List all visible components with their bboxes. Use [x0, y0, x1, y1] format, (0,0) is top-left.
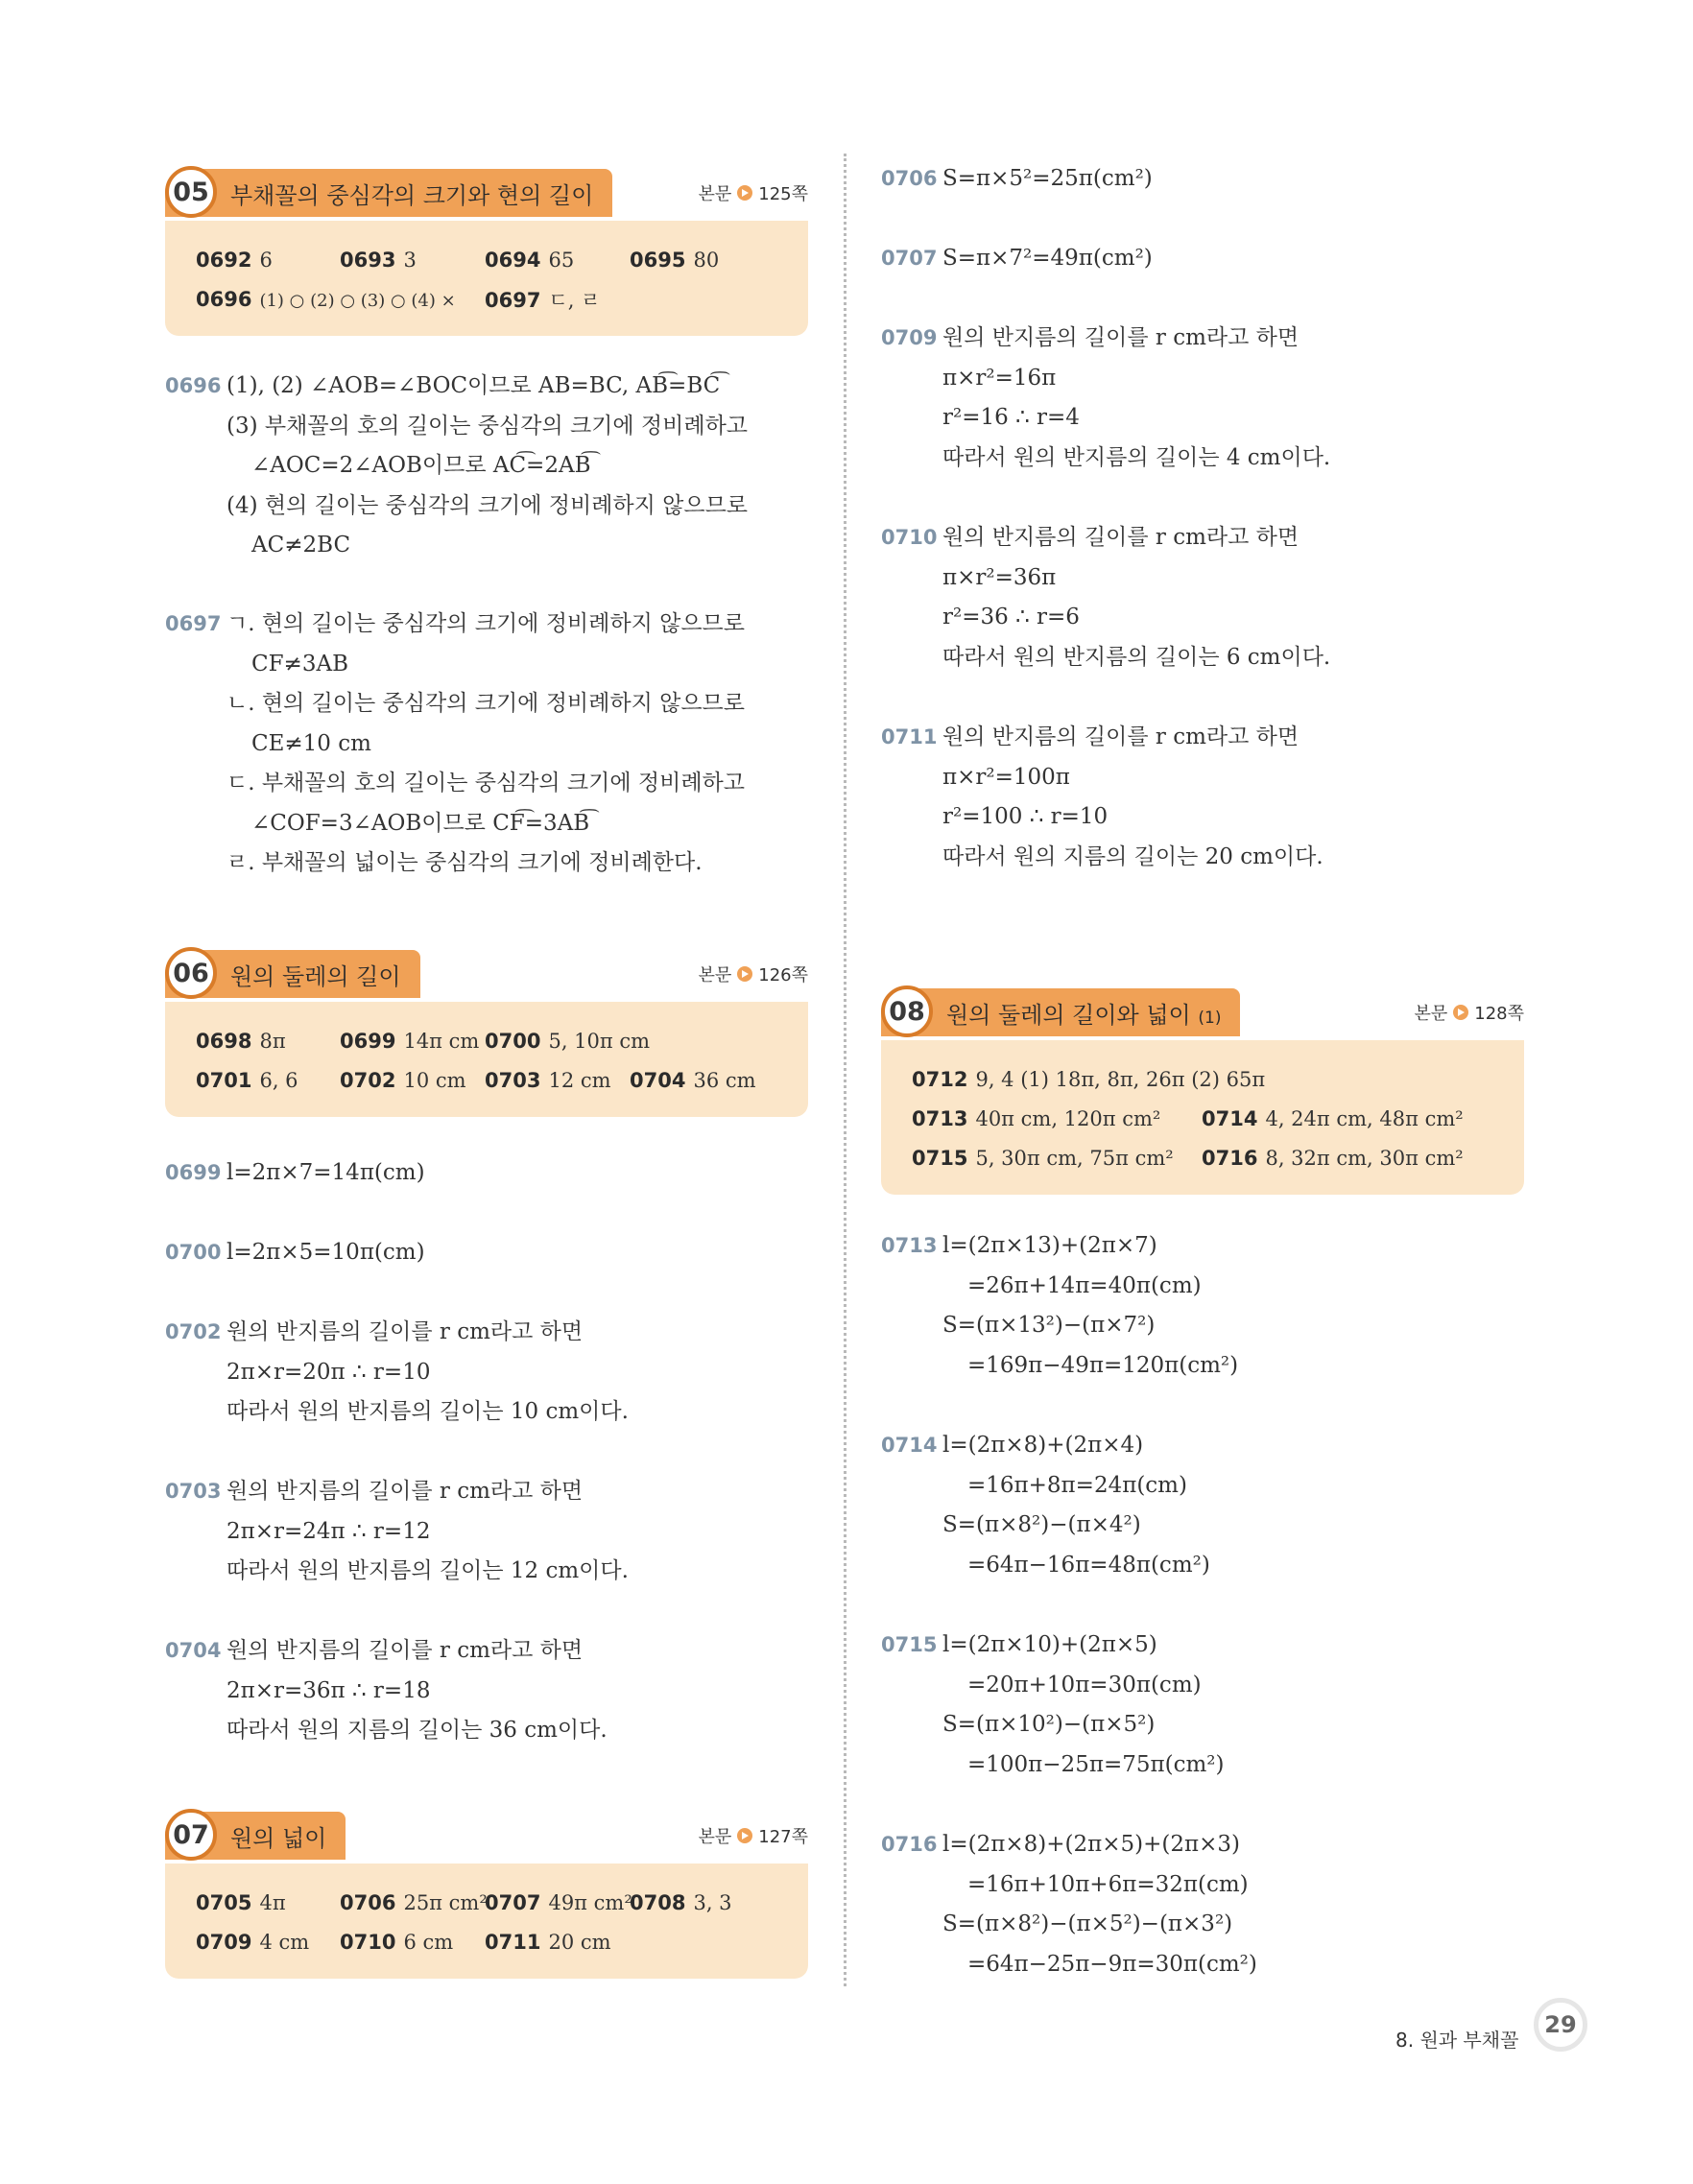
solution-0703: 0703 원의 반지름의 길이를 r cm라고 하면 2π×r=24π ∴ r=12 따라서 원의 반지름의 길이는 12 cm이다.	[165, 1479, 629, 1583]
solution-0700: 0700 l=2π×5=10π(cm)	[165, 1240, 425, 1265]
section-tab	[165, 950, 420, 998]
answer-item: 0707 49π cm²	[485, 1890, 632, 1914]
section-tab	[165, 1812, 346, 1860]
arrow-circle-icon	[1453, 1005, 1468, 1020]
solution-0702: 0702 원의 반지름의 길이를 r cm라고 하면 2π×r=20π ∴ r=10 따라서 원의 반지름의 길이는 10 cm이다.	[165, 1319, 629, 1424]
solution-0715: 0715 l=(2π×10)+(2π×5) =20π+10π=30π(cm) S=(π×10²)−(π×5²) =100π−25π=75π(cm²)	[881, 1632, 1225, 1777]
arrow-circle-icon	[737, 1828, 752, 1843]
answer-item: 0710 6 cm	[340, 1930, 454, 1954]
section-title: 원의 넓이	[230, 1824, 327, 1852]
answer-box	[165, 221, 808, 336]
section-06	[165, 950, 808, 1117]
answer-item: 0712 9, 4 (1) 18π, 8π, 26π (2) 65π	[912, 1067, 1266, 1091]
solution-0707: 0707 S=π×7²=49π(cm²)	[881, 246, 1153, 271]
solution-0697: 0697 ㄱ. 현의 길이는 중심각의 크기에 정비례하지 않으므로 CF≠3AB ㄴ. 현의 길이는 중심각의 크기에 정비례하지 않으므로 CE≠10 cm ㄷ. 부채꼴의 호의 길이는 중심각의 크기에 정비례하고 ∠COF=3∠AOB이므로 CF͡=3AB͡ ㄹ. 부채꼴의 넓이는 중심각의 크기에 정비례한다.	[165, 611, 745, 875]
answer-item: 0709 4 cm	[196, 1930, 310, 1954]
answer-box	[165, 1002, 808, 1117]
solution-0710: 0710 원의 반지름의 길이를 r cm라고 하면 π×r²=36π r²=36 ∴ r=6 따라서 원의 반지름의 길이는 6 cm이다.	[881, 525, 1331, 670]
section-05	[165, 169, 808, 336]
answer-row	[912, 1099, 1495, 1138]
page-number: 29	[1534, 1998, 1587, 2052]
solution-0713: 0713 l=(2π×13)+(2π×7) =26π+14π=40π(cm) S=(π×13²)−(π×7²) =169π−49π=120π(cm²)	[881, 1233, 1239, 1378]
section-ref: 본문 128쪽	[1414, 1004, 1524, 1024]
section-number: 07	[165, 1809, 217, 1861]
answer-row	[196, 240, 779, 279]
answer-item: 0694 65	[485, 248, 575, 272]
solution-0706: 0706 S=π×5²=25π(cm²)	[881, 166, 1153, 191]
answer-item: 0705 4π	[196, 1890, 286, 1914]
answer-item: 0692 6	[196, 248, 273, 272]
answer-item: 0697 ㄷ, ㄹ	[485, 288, 601, 312]
answer-row	[196, 1883, 779, 1922]
answer-box	[881, 1040, 1524, 1195]
answer-item: 0716 8, 32π cm, 30π cm²	[1202, 1146, 1464, 1170]
answer-item: 0711 20 cm	[485, 1930, 611, 1954]
answer-row	[196, 1060, 779, 1100]
column-divider	[844, 154, 846, 1986]
section-ref: 본문 126쪽	[698, 965, 808, 985]
answer-item: 0699 14π cm	[340, 1029, 480, 1053]
section-07	[165, 1812, 808, 1979]
section-08	[881, 988, 1524, 1195]
arrow-circle-icon	[737, 185, 752, 201]
section-tab	[881, 988, 1240, 1036]
answer-item: 0704 36 cm	[630, 1068, 756, 1092]
chapter-label: 8. 원과 부채꼴	[1395, 2029, 1519, 2052]
answer-item: 0698 8π	[196, 1029, 286, 1053]
answer-item: 0695 80	[630, 248, 720, 272]
answer-row	[196, 1922, 779, 1961]
answer-box	[165, 1864, 808, 1979]
section-number: 06	[165, 947, 217, 999]
answer-item: 0702 10 cm	[340, 1068, 466, 1092]
answer-row	[912, 1059, 1495, 1099]
solution-0699: 0699 l=2π×7=14π(cm)	[165, 1160, 425, 1185]
answer-row	[196, 279, 779, 319]
section-title: 부채꼴의 중심각의 크기와 현의 길이	[230, 181, 594, 209]
answer-item: 0708 3, 3	[630, 1890, 732, 1914]
answer-item: 0693 3	[340, 248, 417, 272]
solution-0696: 0696 (1), (2) ∠AOB=∠BOC이므로 AB=BC, AB͡=BC͡ (3) 부채꼴의 호의 길이는 중심각의 크기에 정비례하고 ∠AOC=2∠AOB이므로 AC͡=2AB͡ (4) 현의 길이는 중심각의 크기에 정비례하지 않으므로 AC≠2BC	[165, 373, 749, 558]
answer-item: 0703 12 cm	[485, 1068, 611, 1092]
section-title: 원의 둘레의 길이와 넓이 (1)	[946, 1001, 1222, 1029]
answer-item: 0715 5, 30π cm, 75π cm²	[912, 1146, 1174, 1170]
section-ref: 본문 127쪽	[698, 1827, 808, 1847]
answer-row	[196, 1021, 779, 1060]
answer-item: 0700 5, 10π cm	[485, 1029, 651, 1053]
solution-0709: 0709 원의 반지름의 길이를 r cm라고 하면 π×r²=16π r²=16 ∴ r=4 따라서 원의 반지름의 길이는 4 cm이다.	[881, 325, 1331, 470]
solution-0704: 0704 원의 반지름의 길이를 r cm라고 하면 2π×r=36π ∴ r=18 따라서 원의 지름의 길이는 36 cm이다.	[165, 1638, 608, 1743]
answer-item: 0706 25π cm²	[340, 1890, 488, 1914]
answer-item: 0696 (1) ○ (2) ○ (3) ○ (4) ×	[196, 287, 456, 311]
section-number: 08	[881, 985, 933, 1037]
answer-row	[912, 1138, 1495, 1177]
solution-0716: 0716 l=(2π×8)+(2π×5)+(2π×3) =16π+10π+6π=32π(cm) S=(π×8²)−(π×5²)−(π×3²) =64π−25π−9π=30π(cm²)	[881, 1832, 1257, 1977]
section-ref: 본문 125쪽	[698, 184, 808, 204]
answer-item: 0714 4, 24π cm, 48π cm²	[1202, 1106, 1464, 1130]
arrow-circle-icon	[737, 966, 752, 982]
answer-item: 0701 6, 6	[196, 1068, 298, 1092]
section-tab	[165, 169, 612, 217]
solution-0711: 0711 원의 반지름의 길이를 r cm라고 하면 π×r²=100π r²=100 ∴ r=10 따라서 원의 지름의 길이는 20 cm이다.	[881, 724, 1323, 869]
solution-0714: 0714 l=(2π×8)+(2π×4) =16π+8π=24π(cm) S=(π×8²)−(π×4²) =64π−16π=48π(cm²)	[881, 1433, 1210, 1578]
section-title: 원의 둘레의 길이	[230, 962, 401, 990]
answer-item: 0713 40π cm, 120π cm²	[912, 1106, 1161, 1130]
section-number: 05	[165, 166, 217, 218]
